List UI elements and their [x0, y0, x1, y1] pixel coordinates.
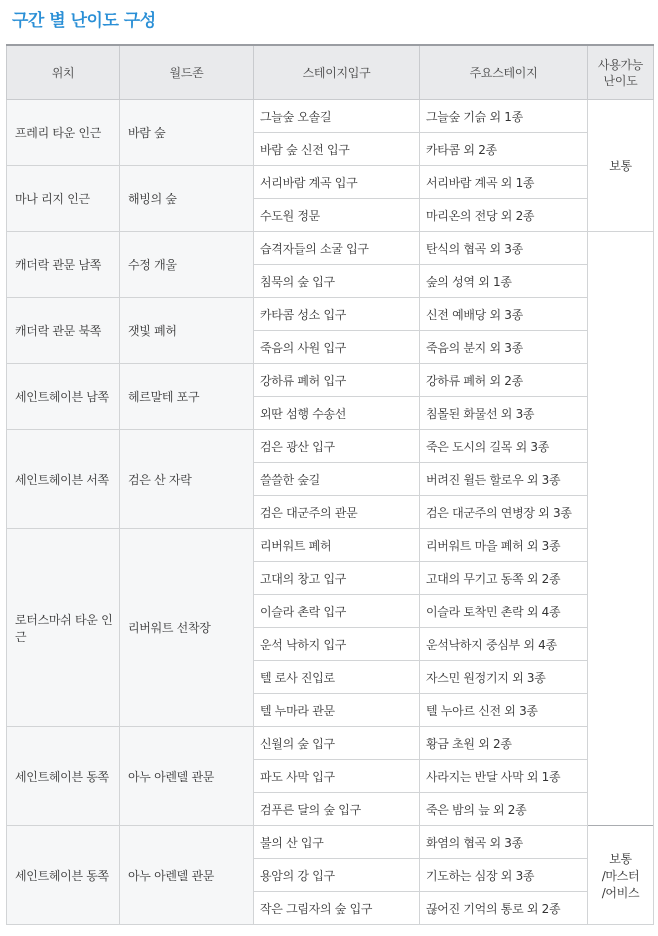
header-difficulty: 사용가능 난이도 [588, 45, 654, 100]
cell-main-stage: 탄식의 협곡 외 3종 [420, 232, 588, 265]
table-row [7, 529, 654, 562]
cell-location: 마나 리지 인근 [7, 166, 120, 232]
cell-main-stage: 고대의 무기고 동쪽 외 2종 [420, 562, 588, 595]
cell-location: 로터스마쉬 타운 인근 [7, 529, 120, 727]
cell-stage-entrance: 텔 누마라 관문 [254, 694, 420, 727]
cell-location: 세인트헤이븐 서쪽 [7, 430, 120, 529]
table-row [7, 430, 654, 463]
cell-main-stage: 카타콤 외 2종 [420, 133, 588, 166]
cell-difficulty: 보통 [588, 100, 654, 232]
cell-world-zone: 아누 아렌델 관문 [120, 826, 254, 925]
cell-stage-entrance: 그늘숲 오솔길 [254, 100, 420, 133]
cell-main-stage: 죽은 도시의 길목 외 3종 [420, 430, 588, 463]
cell-main-stage: 강하류 폐허 외 2종 [420, 364, 588, 397]
cell-stage-entrance: 작은 그림자의 숲 입구 [254, 892, 420, 925]
page-title: 구간 별 난이도 구성 [12, 11, 156, 31]
cell-world-zone: 바람 숲 [120, 100, 254, 166]
cell-main-stage: 이슬라 토착민 촌락 외 4종 [420, 595, 588, 628]
cell-world-zone: 잿빛 폐허 [120, 298, 254, 364]
cell-main-stage: 침몰된 화물선 외 3종 [420, 397, 588, 430]
cell-main-stage: 황금 초원 외 2종 [420, 727, 588, 760]
cell-stage-entrance: 검푸른 달의 숲 입구 [254, 793, 420, 826]
cell-stage-entrance: 리버워트 폐허 [254, 529, 420, 562]
cell-stage-entrance: 침묵의 숲 입구 [254, 265, 420, 298]
cell-stage-entrance: 죽음의 사원 입구 [254, 331, 420, 364]
cell-stage-entrance: 수도원 정문 [254, 199, 420, 232]
cell-world-zone: 헤르말테 포구 [120, 364, 254, 430]
cell-location: 세인트헤이븐 동쪽 [7, 826, 120, 925]
cell-main-stage: 신전 예배당 외 3종 [420, 298, 588, 331]
table-row [7, 232, 654, 265]
cell-world-zone: 아누 아렌델 관문 [120, 727, 254, 826]
table-header-row [7, 45, 654, 100]
cell-main-stage: 리버워트 마을 폐허 외 3종 [420, 529, 588, 562]
table-row [7, 826, 654, 859]
table-row [7, 727, 654, 760]
cell-main-stage: 죽음의 분지 외 3종 [420, 331, 588, 364]
cell-stage-entrance: 쓸쓸한 숲길 [254, 463, 420, 496]
cell-stage-entrance: 고대의 창고 입구 [254, 562, 420, 595]
cell-stage-entrance: 카타콤 성소 입구 [254, 298, 420, 331]
cell-main-stage: 화염의 협곡 외 3종 [420, 826, 588, 859]
cell-stage-entrance: 불의 산 입구 [254, 826, 420, 859]
cell-stage-entrance: 텔 로사 진입로 [254, 661, 420, 694]
header-main-stage: 주요스테이지 [420, 45, 588, 100]
cell-main-stage: 끊어진 기억의 통로 외 2종 [420, 892, 588, 925]
cell-stage-entrance: 강하류 폐허 입구 [254, 364, 420, 397]
header-stage-entrance: 스테이지입구 [254, 45, 420, 100]
difficulty-table [6, 44, 654, 925]
table-body [7, 100, 654, 925]
cell-location: 캐더락 관문 남쪽 [7, 232, 120, 298]
cell-world-zone: 수정 개울 [120, 232, 254, 298]
cell-location: 세인트헤이븐 동쪽 [7, 727, 120, 826]
cell-stage-entrance: 습격자들의 소굴 입구 [254, 232, 420, 265]
cell-stage-entrance: 이슬라 촌락 입구 [254, 595, 420, 628]
cell-world-zone: 해빙의 숲 [120, 166, 254, 232]
cell-stage-entrance: 검은 광산 입구 [254, 430, 420, 463]
cell-stage-entrance: 검은 대군주의 관문 [254, 496, 420, 529]
cell-world-zone: 검은 산 자락 [120, 430, 254, 529]
cell-location: 프레리 타운 인근 [7, 100, 120, 166]
cell-main-stage: 서리바람 계곡 외 1종 [420, 166, 588, 199]
table-row [7, 100, 654, 133]
cell-main-stage: 그늘숲 기슭 외 1종 [420, 100, 588, 133]
cell-difficulty: 보통 /마스터 /어비스 [588, 826, 654, 925]
table-row [7, 166, 654, 199]
cell-main-stage: 자스민 원정기지 외 3종 [420, 661, 588, 694]
cell-main-stage: 사라지는 반달 사막 외 1종 [420, 760, 588, 793]
table-row [7, 298, 654, 331]
cell-stage-entrance: 서리바람 계곡 입구 [254, 166, 420, 199]
cell-main-stage: 버려진 윌든 할로우 외 3종 [420, 463, 588, 496]
cell-main-stage: 텔 누아르 신전 외 3종 [420, 694, 588, 727]
cell-main-stage: 죽은 밤의 늪 외 2종 [420, 793, 588, 826]
table-row [7, 364, 654, 397]
cell-main-stage: 숲의 성역 외 1종 [420, 265, 588, 298]
header-location: 위치 [7, 45, 120, 100]
cell-stage-entrance: 외딴 섬행 수송선 [254, 397, 420, 430]
cell-stage-entrance: 신월의 숲 입구 [254, 727, 420, 760]
cell-world-zone: 리버워트 선착장 [120, 529, 254, 727]
header-world-zone: 월드존 [120, 45, 254, 100]
cell-main-stage: 운석낙하지 중심부 외 4종 [420, 628, 588, 661]
cell-main-stage: 검은 대군주의 연병장 외 3종 [420, 496, 588, 529]
cell-location: 세인트헤이븐 남쪽 [7, 364, 120, 430]
cell-stage-entrance: 용암의 강 입구 [254, 859, 420, 892]
cell-main-stage: 마리온의 전당 외 2종 [420, 199, 588, 232]
cell-stage-entrance: 파도 사막 입구 [254, 760, 420, 793]
cell-stage-entrance: 바람 숲 신전 입구 [254, 133, 420, 166]
cell-location: 캐더락 관문 북쪽 [7, 298, 120, 364]
cell-stage-entrance: 운석 낙하지 입구 [254, 628, 420, 661]
cell-main-stage: 기도하는 심장 외 3종 [420, 859, 588, 892]
